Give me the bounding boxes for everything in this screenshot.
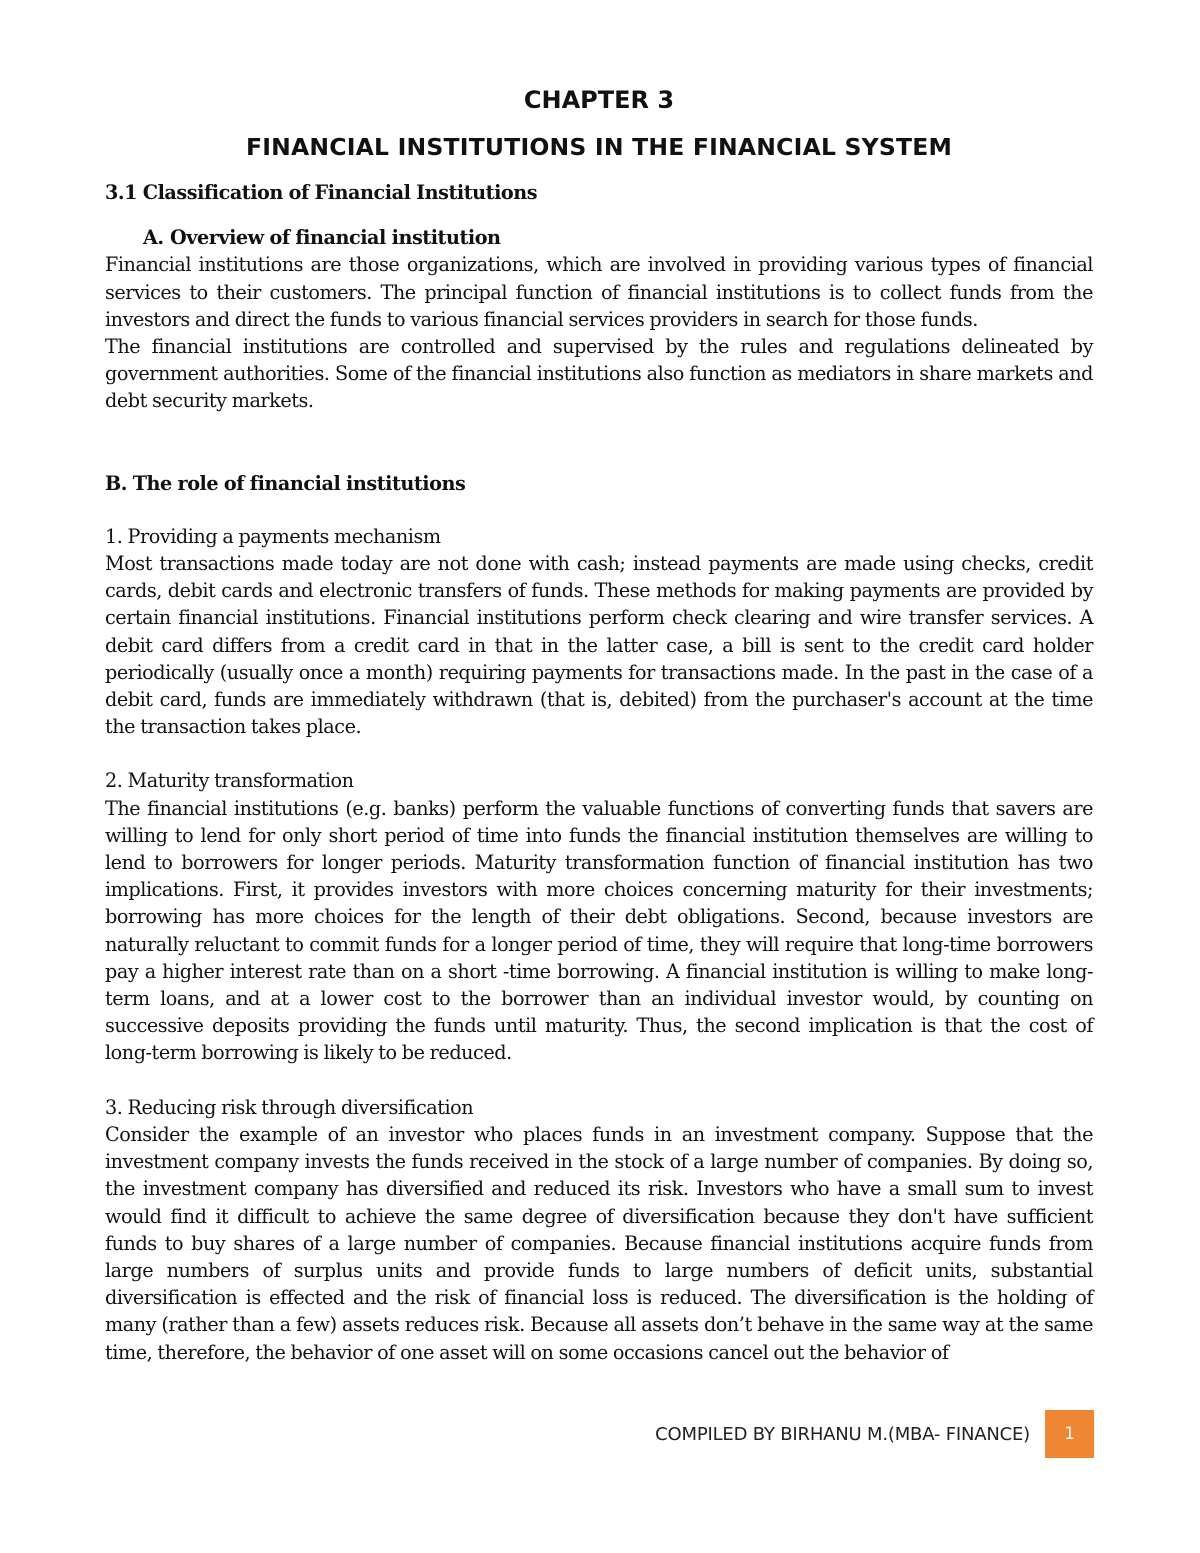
overview-heading-text: Overview of financial institution	[170, 226, 501, 250]
section-heading: 3.1 Classification of Financial Institutions	[105, 181, 538, 204]
page-footer	[0, 1410, 1200, 1460]
role-1-heading: 1. Providing a payments mechanism	[105, 524, 441, 548]
overview-heading	[105, 224, 1093, 251]
role-1-paragraph: Most transactions made today are not done with cash; instead payments are made using checks, credit cards, debit cards and electronic transfers of funds. These methods for making payments are provided by certain financial institutions. Financial institutions perform check clearing and wire transfer services. A debit card differs from a credit card in that in the latter case, a bill is sent to the credit card holder periodically (usually once a month) requiring payments for transactions made. In the past in the case of a debit card, funds are immediately withdrawn (that is, debited) from the purchaser's account at the time the transaction takes place.	[105, 552, 1093, 739]
overview-letter: A.	[143, 226, 164, 250]
role-2-paragraph: The financial institutions (e.g. banks) perform the valuable functions of converting funds that savers are willing to lend for only short period of time into funds the financial institution themselves are willing to lend to borrowers for longer periods. Maturity transformation function of financial institution has two implications. First, it provides investors with more choices concerning maturity for their investments; borrowing has more choices for the length of their debt obligations. Second, because investors are naturally reluctant to commit funds for a longer period of time, they will require that long-time borrowers pay a higher interest rate than on a short -time borrowing. A financial institution is willing to make long-term loans, and at a lower cost to the borrower than an individual investor would, by counting on successive deposits providing the funds until maturity. Thus, the second implication is that the cost of long-term borrowing is likely to be reduced.	[105, 796, 1093, 1065]
overview-paragraph-1: Financial institutions are those organizations, which are involved in providing various types of financial services to their customers. The principal function of financial institutions is to collect funds from the investors and direct the funds to various financial services providers in search for those funds.	[105, 253, 1093, 331]
overview-paragraph-2: The financial institutions are controlled and supervised by the rules and regulations delineated by government authorities. Some of the financial institutions also function as mediators in share markets and debt security markets.	[105, 335, 1093, 413]
role-3-heading: 3. Reducing risk through diversification	[105, 1095, 474, 1119]
role-2-heading: 2. Maturity transformation	[105, 769, 354, 793]
chapter-label: CHAPTER 3	[523, 86, 675, 114]
page-number-badge: 1	[1045, 1410, 1094, 1458]
role-3-paragraph: Consider the example of an investor who places funds in an investment company. Suppose that the investment company invests the funds received in the stock of a large number of companies. By doing so, the investment company has diversified and reduced its risk. Investors who have a small sum to invest would find it difficult to achieve the same degree of diversification because they don't have sufficient funds to buy shares of a large number of companies. Because financial institutions acquire funds from large numbers of surplus units and provide funds to large numbers of deficit units, substantial diversification is effected and the risk of financial loss is reduced. The diversification is the holding of many (rather than a few) assets reduces risk. Because all assets don’t behave in the same way at the same time, therefore, the behavior of one asset will on some occasions cancel out the behavior of	[105, 1122, 1093, 1364]
roles-heading: B. The role of financial institutions	[105, 471, 466, 495]
chapter-title: FINANCIAL INSTITUTIONS IN THE FINANCIAL SYSTEM	[245, 133, 953, 161]
footer-compiled-by: COMPILED BY BIRHANU M.(MBA- FINANCE)	[655, 1424, 1030, 1445]
page-content	[105, 82, 1093, 1366]
